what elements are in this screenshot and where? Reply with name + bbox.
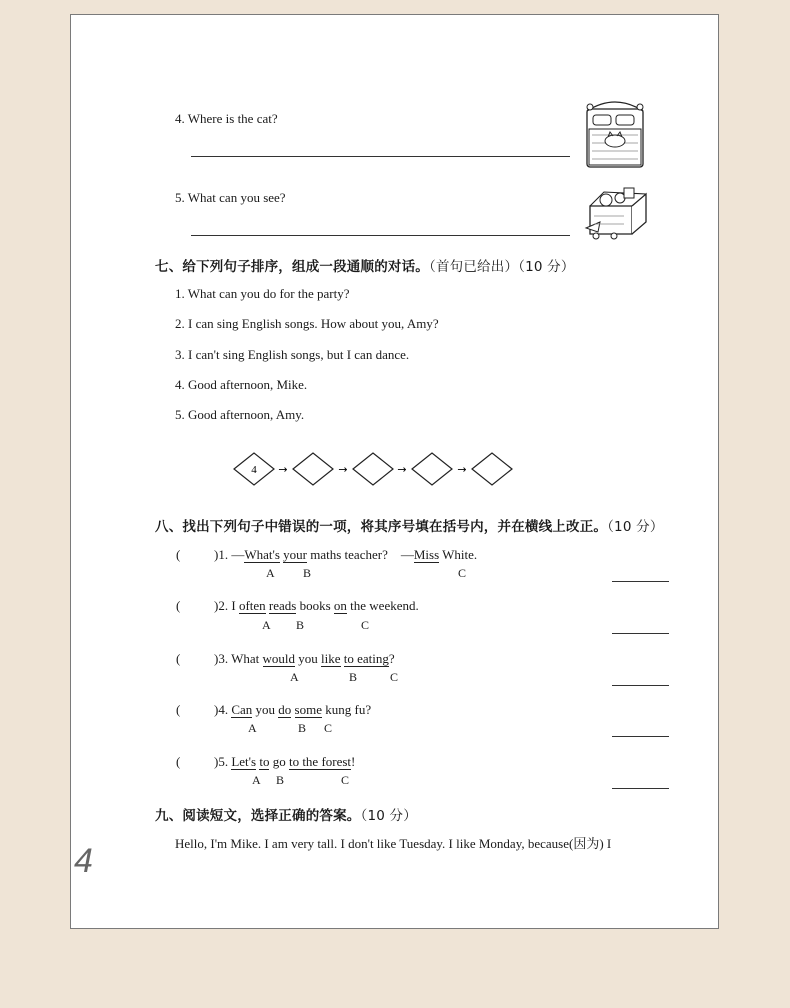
answer-line-q4[interactable] — [191, 156, 570, 157]
bed-cat-illustration — [584, 99, 646, 171]
order-box-5[interactable] — [472, 453, 512, 485]
s8-item-3-paren[interactable]: ( — [176, 651, 181, 666]
s8-item-5-label-c: C — [341, 773, 350, 787]
page-number: 4 — [74, 842, 93, 880]
s8-item-4-correction-line[interactable] — [612, 736, 669, 737]
s8-item-4: )4. Can you do some kung fu? — [214, 702, 372, 717]
s8-item-1-paren[interactable]: ( — [176, 547, 181, 562]
s8-item-2-paren[interactable]: ( — [176, 598, 181, 613]
s7-sentence-2: 2. I can sing English songs. How about you, Amy? — [175, 316, 439, 331]
s8-item-5-paren[interactable]: ( — [176, 754, 181, 769]
s8-item-5-label-a: A — [252, 773, 261, 787]
s9-passage: Hello, I'm Mike. I am very tall. I don't like Tuesday. I like Monday, because(因为) I — [175, 836, 612, 851]
order-box-1-value: 4 — [251, 464, 257, 476]
s7-sentence-3: 3. I can't sing English songs, but I can dance. — [175, 347, 410, 362]
s8-item-2-correction-line[interactable] — [612, 633, 669, 634]
ordering-chain — [233, 452, 515, 488]
s8-item-4-label-a: A — [248, 721, 257, 735]
s7-sentence-1: 1. What can you do for the party? — [175, 286, 350, 301]
arrow-icon: → — [338, 463, 348, 476]
s8-item-3-label-c: C — [390, 670, 399, 684]
s8-item-3-label-b: B — [349, 670, 358, 684]
order-box-4[interactable] — [412, 453, 452, 485]
s8-item-2-label-c: C — [361, 618, 370, 632]
s8-item-3-label-a: A — [290, 670, 299, 684]
s8-item-1-correction-line[interactable] — [612, 581, 669, 582]
arrow-icon: → — [457, 463, 467, 476]
s8-item-1-label-a: A — [266, 566, 275, 580]
section-9-heading: 九、阅读短文，选择正确的答案。（10 分） — [155, 808, 417, 824]
s8-item-5: )5. Let's to go to the forest! — [214, 754, 356, 769]
section-7-heading: 七、给下列句子排序，组成一段通顺的对话。（首句已给出）（10 分） — [155, 259, 575, 275]
s8-item-1-label-b: B — [303, 566, 312, 580]
s8-item-3-correction-line[interactable] — [612, 685, 669, 686]
s8-item-5-correction-line[interactable] — [612, 788, 669, 789]
s8-item-2-label-a: A — [262, 618, 271, 632]
s8-item-5-label-b: B — [276, 773, 285, 787]
s7-sentence-5: 5. Good afternoon, Amy. — [175, 407, 305, 422]
s8-item-1: )1. —What's your maths teacher? —Miss White. — [214, 547, 478, 562]
question-5-what-see: 5. What can you see? — [175, 190, 286, 205]
toy-box-illustration — [584, 184, 654, 240]
s7-sentence-4: 4. Good afternoon, Mike. — [175, 377, 308, 392]
order-box-2[interactable] — [293, 453, 333, 485]
s8-item-4-label-b: B — [298, 721, 307, 735]
answer-line-q5[interactable] — [191, 235, 570, 236]
arrow-icon: → — [397, 463, 407, 476]
s8-item-2: )2. I often reads books on the weekend. — [214, 598, 419, 613]
s8-item-3: )3. What would you like to eating? — [214, 651, 395, 666]
s8-item-4-paren[interactable]: ( — [176, 702, 181, 717]
s8-item-2-label-b: B — [296, 618, 305, 632]
question-4-where-cat: 4. Where is the cat? — [175, 111, 278, 126]
s8-item-1-label-c: C — [458, 566, 467, 580]
section-8-heading: 八、找出下列句子中错误的一项，将其序号填在括号内，并在横线上改正。（10 分） — [155, 519, 664, 535]
arrow-icon: → — [278, 463, 288, 476]
order-box-3[interactable] — [353, 453, 393, 485]
s8-item-4-label-c: C — [324, 721, 333, 735]
